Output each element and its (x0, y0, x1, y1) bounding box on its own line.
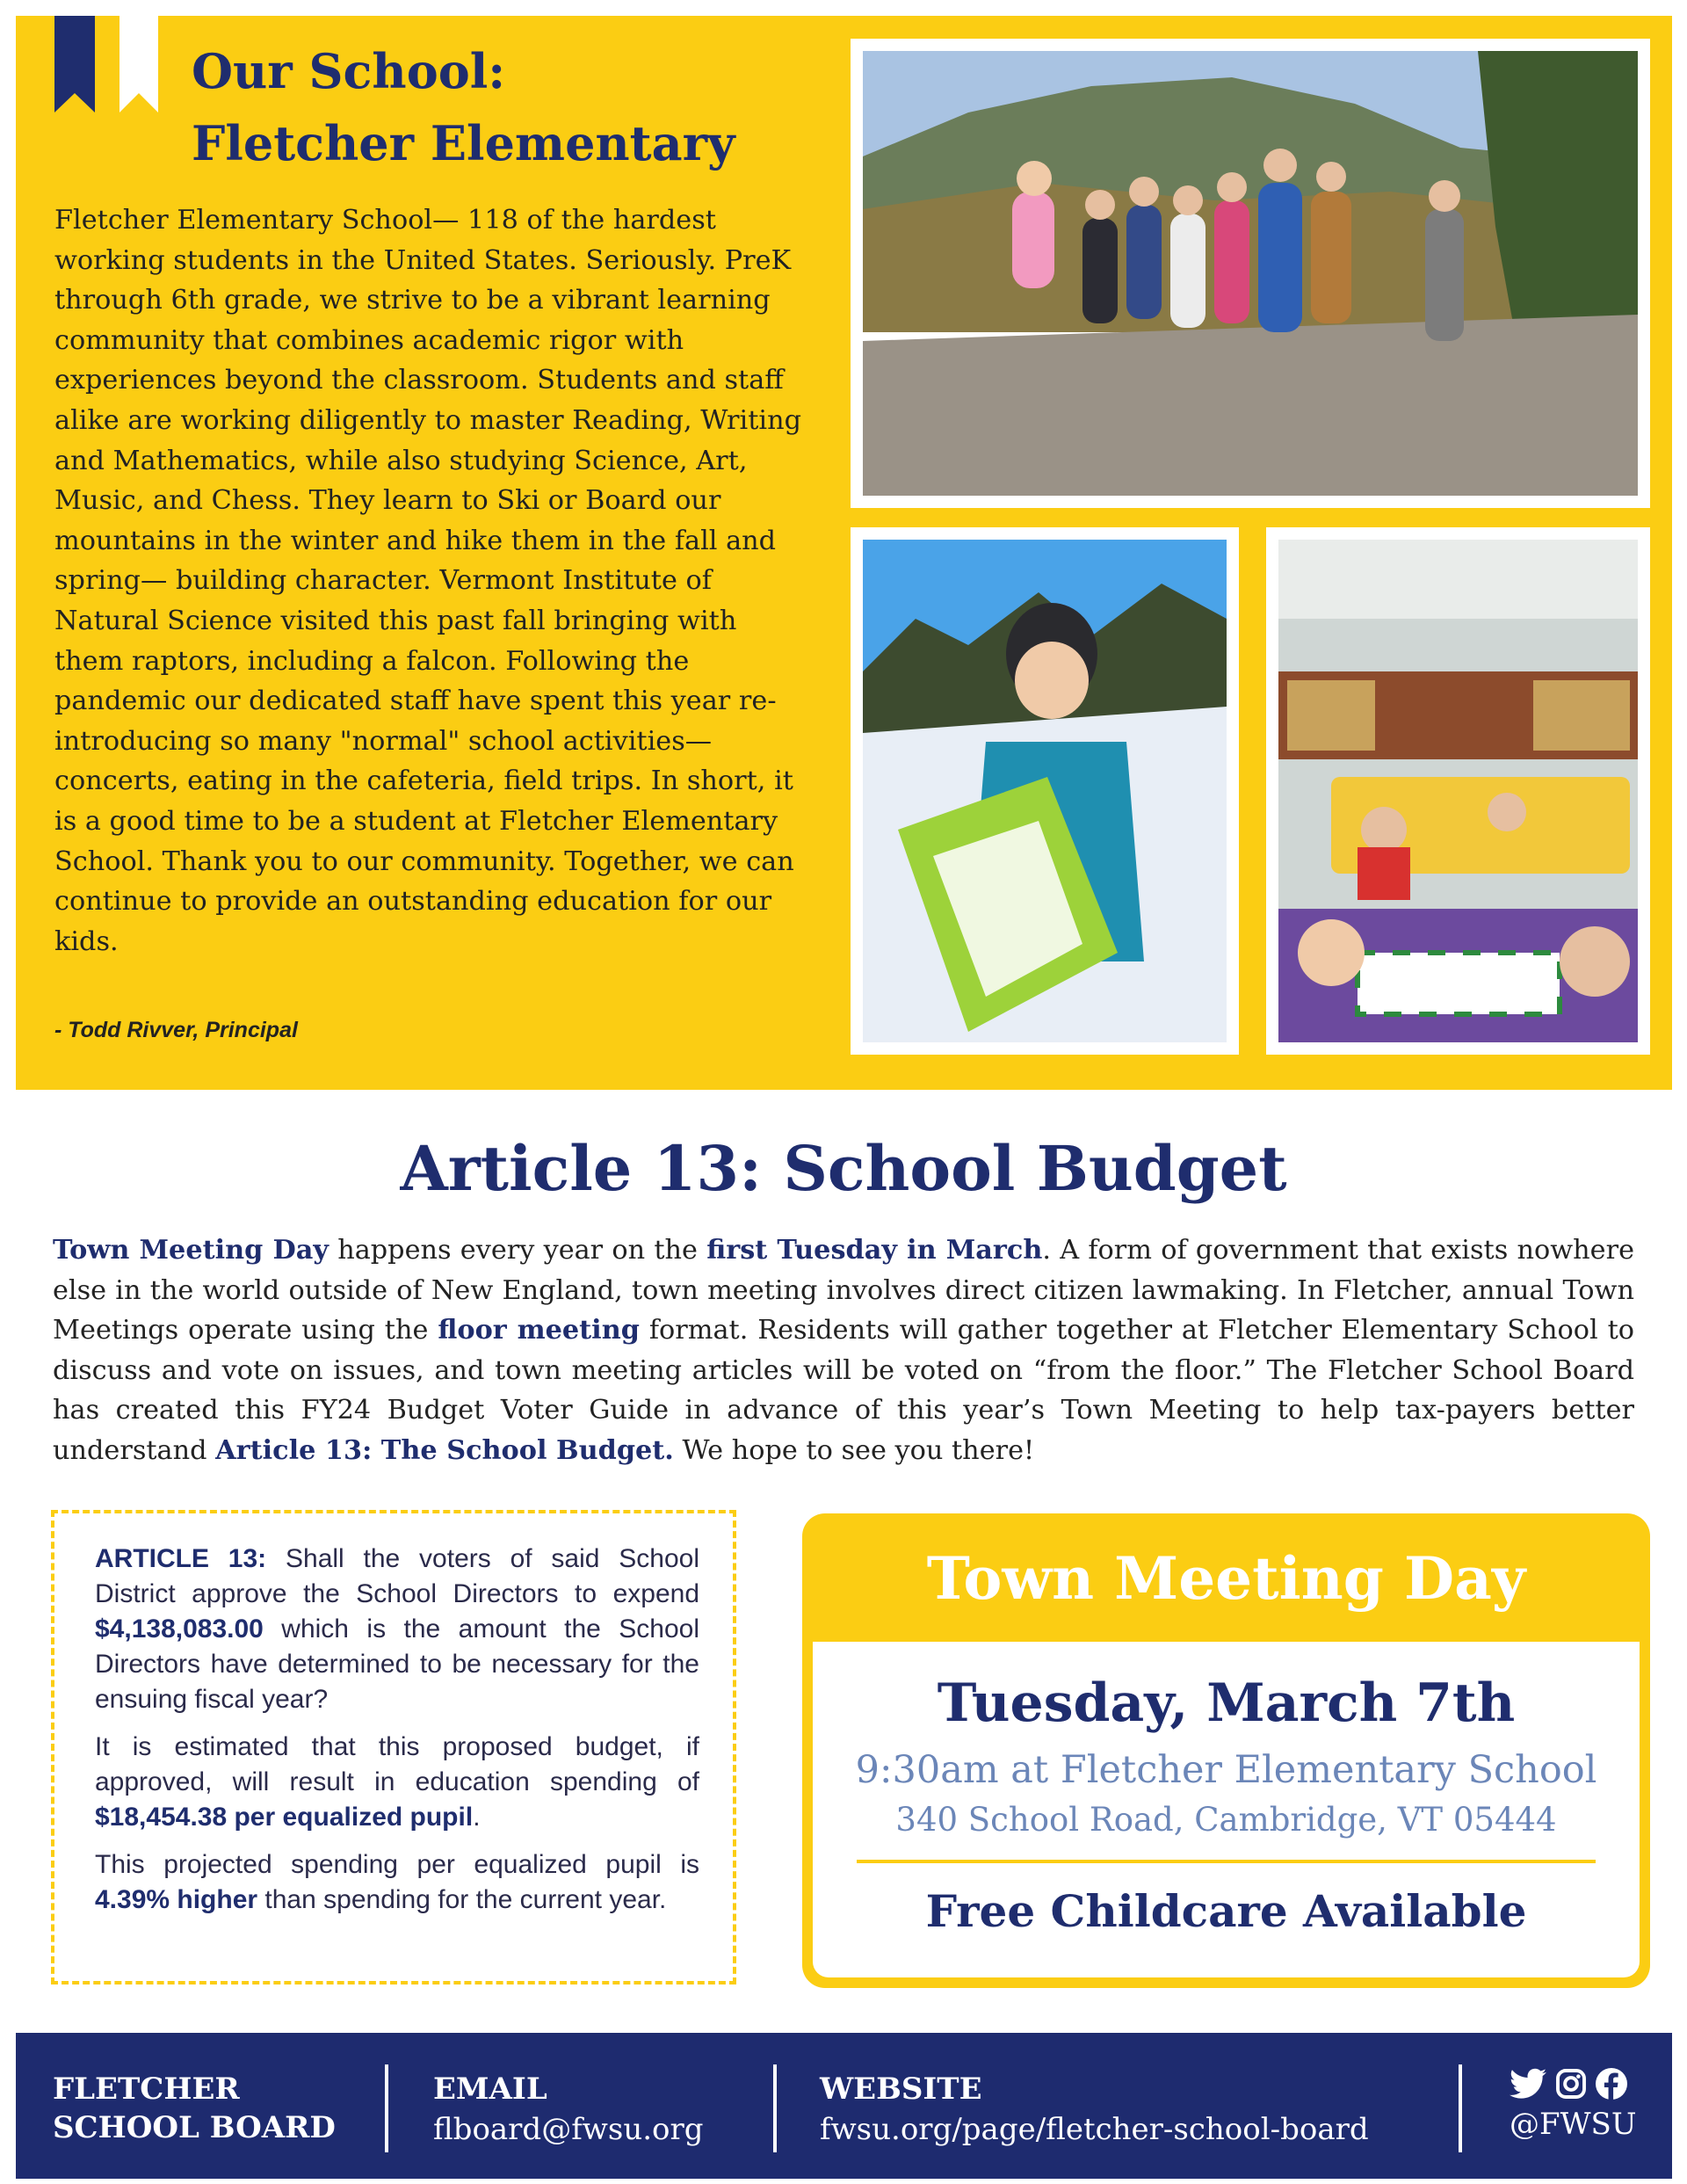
photo-chess-club (1266, 527, 1650, 1055)
bookmark-ribbon-icon (54, 16, 174, 112)
divider (857, 1860, 1596, 1863)
town-meeting-details (813, 1642, 1640, 1977)
footer (16, 2033, 1672, 2179)
per-pupil-amount: $18,454.38 per equalized pupil (95, 1803, 474, 1832)
footer-divider (385, 2064, 388, 2152)
social-icons (1510, 2068, 1650, 2103)
footer-divider (1459, 2064, 1462, 2152)
footer-divider (773, 2064, 777, 2152)
school-description: Fletcher Elementary School— 118 of the hardest working students in the United States. Seriously. PreK through 6th grade, we strive to be a vibrant learning community that combines academic rigor with experiences beyond the classroom. Students and staff alike are working diligently to master Reading, Writing and Mathematics, while also studying Science, Art, Music, and Chess. They learn to Ski or Board our mountains in the winter and hike them in the fall and spring— building character. Vermont Institute of Natural Science visited this past fall bringing with them raptors, including a falcon. Following the pandemic our dedicated staff have spent this year re-introducing so many "normal" school activities— concerts, eating in the cafeteria, field trips. In short, it is a good time to be a student at Fletcher Elementary School. Thank you to our community. Together, we can continue to provide an outstanding education for our kids. (54, 205, 801, 957)
photo-hiking-group (851, 39, 1650, 508)
article-13-box (51, 1510, 736, 1984)
town-meeting-title: Town Meeting Day (926, 1544, 1526, 1613)
school-section (16, 16, 1672, 1090)
hiking-photo-image (863, 51, 1638, 496)
estimate-text: It is estimated that this proposed budget, if approved, will result in education spending of (95, 1732, 699, 1796)
article-text-c: format. Residents will gather together at Fletcher Elementary School to discuss and vote on issues, and town meeting articles will be voted on “from the floor.” The Fletcher School Board has created this FY24 Budget Voter Guide in advance of this year’s Town Meeting to help tax-payers better understand (53, 1315, 1634, 1466)
article-projection (95, 1847, 699, 1918)
article-question-text-a: Shall the voters of said School District approve the School Directors to expend (95, 1544, 699, 1608)
email-label: EMAIL (433, 2072, 547, 2107)
footer-org-line2: SCHOOL BOARD (53, 2110, 336, 2145)
website-link[interactable]: fwsu.org/page/fletcher-school-board (820, 2112, 1369, 2147)
chess-photo-image (1278, 540, 1638, 1042)
school-title-line2: Fletcher Elementary (192, 115, 735, 171)
footer-org (53, 2070, 336, 2147)
article-text-b: . A form of government that exists nowhere else in the world outside of New England, town meeting involves direct citizen lawmaking. In Fletcher, annual Town Meetings operate using the (53, 1235, 1635, 1346)
town-meeting-day-bold: Town Meeting Day (53, 1235, 329, 1266)
instagram-icon[interactable] (1555, 2068, 1587, 2103)
budget-amount: $4,138,083.00 (95, 1614, 264, 1643)
footer-website (820, 2070, 1369, 2151)
principal-signature: - Todd Rivver, Principal (54, 1018, 298, 1042)
estimate-end: . (473, 1803, 481, 1832)
article-question (95, 1542, 699, 1717)
article-heading: Article 13: School Budget (400, 1132, 1287, 1205)
projection-text-b: than spending for the current year. (257, 1885, 667, 1914)
footer-email (433, 2070, 704, 2151)
article-label: ARTICLE 13: (95, 1544, 267, 1573)
social-handle[interactable]: @FWSU (1510, 2107, 1637, 2142)
projection-text-a: This projected spending per equalized pupil is (95, 1850, 699, 1879)
photo-snowboarder (851, 527, 1239, 1055)
first-tuesday-bold: first Tuesday in March (706, 1235, 1043, 1266)
article-text-d: We hope to see you there! (673, 1434, 1035, 1466)
school-title-line1: Our School: (192, 43, 506, 99)
school-title (192, 35, 877, 179)
article-estimate (95, 1730, 699, 1835)
childcare-note: Free Childcare Available (925, 1885, 1527, 1937)
town-meeting-card (802, 1513, 1650, 1988)
article-intro-paragraph (53, 1230, 1634, 1471)
email-link[interactable]: flboard@fwsu.org (433, 2112, 704, 2147)
percent-higher: 4.39% higher (95, 1885, 258, 1914)
meeting-address: 340 School Road, Cambridge, VT 05444 (895, 1801, 1557, 1839)
snowboarder-photo-image (863, 540, 1227, 1042)
footer-org-line1: FLETCHER (53, 2072, 240, 2107)
article-text-a: happens every year on the (328, 1235, 707, 1266)
social-links (1510, 2068, 1650, 2145)
article-question-text-b: which is the amount the School Directors have determined to be necessary for the ensuing fiscal year? (95, 1614, 699, 1714)
facebook-icon[interactable] (1596, 2068, 1627, 2103)
floor-meeting-bold: floor meeting (438, 1315, 640, 1346)
meeting-date: Tuesday, March 7th (937, 1672, 1516, 1734)
website-label: WEBSITE (820, 2072, 982, 2107)
meeting-time-location: 9:30am at Fletcher Elementary School (855, 1748, 1597, 1792)
twitter-icon[interactable] (1510, 2068, 1546, 2103)
school-budget-bold: Article 13: The School Budget. (215, 1434, 674, 1466)
